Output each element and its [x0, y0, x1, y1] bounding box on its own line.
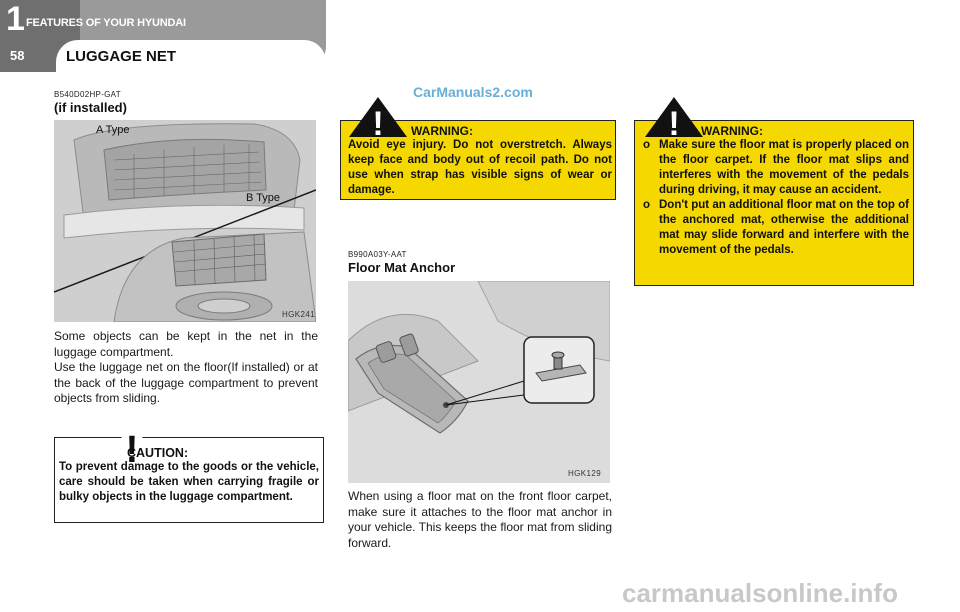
figure-label-b-type: B Type [246, 192, 281, 204]
floor-mat-figure [348, 281, 610, 483]
luggage-net-paragraph: Some objects can be kept in the net in the luggage compartment. [54, 329, 318, 359]
caution-title: CAUTION: [127, 446, 189, 460]
luggage-trunk-illustration [54, 120, 316, 322]
caution-box [54, 429, 324, 523]
luggage-net-heading: (if installed) [54, 100, 127, 115]
warning-title-middle: WARNING: [411, 124, 473, 138]
svg-text:!: ! [668, 105, 680, 139]
warning-item: o Don't put an additional floor mat on the top of the anchored mat, otherwise the additional mat may slide forward and interfere with the movement of the pedals. [643, 199, 909, 256]
warning-triangle-icon [643, 95, 705, 139]
floor-mat-heading: Floor Mat Anchor [348, 260, 456, 275]
section-title: LUGGAGE NET [66, 48, 177, 65]
warning-item: o Make sure the floor mat is properly placed on the floor carpet. If the floor mat slips and interferes with the movement of the pedals during driving, it may cause an accident. [643, 139, 909, 196]
luggage-net-paragraph: Use the luggage net on the floor(If installed) or at the back of the luggage compartment to prevent objects from sliding. [54, 360, 318, 405]
luggage-net-text [54, 329, 318, 407]
chapter-title: FEATURES OF YOUR HYUNDAI [26, 17, 186, 29]
page-number: 58 [10, 48, 25, 63]
floor-mat-figure-code: HGK129 [568, 469, 602, 478]
warning-triangle-icon [347, 95, 409, 139]
floor-mat-text: When using a floor mat on the front floor carpet, make sure it attaches to the floor mat anchor in your vehicle. This keeps the floor mat from sliding forward. [348, 489, 612, 550]
figure-label-a-type: A Type [96, 124, 130, 136]
warning-box-right [634, 105, 914, 286]
chapter-number: 1 [6, 0, 25, 38]
warning-text-middle: Avoid eye injury. Do not overstretch. Always keep face and body out of recoil path. Do not use when strap has visible signs of wear or damage. [348, 139, 612, 196]
watermark-top: CarManuals2.com [413, 84, 533, 100]
svg-text:!: ! [125, 429, 139, 466]
luggage-net-code: B540D02HP-GAT [54, 90, 121, 99]
warning-box-middle [340, 105, 616, 200]
floor-mat-code: B990A03Y-AAT [348, 250, 407, 259]
caution-text: To prevent damage to the goods or the vehicle, care should be taken when carrying fragile or bulky objects in the luggage compartment. [59, 461, 319, 503]
warning-list-right [643, 138, 909, 258]
svg-text:!: ! [372, 105, 384, 139]
bullet-marker: o [643, 139, 651, 151]
figure-code: HGK241 [282, 310, 316, 319]
warning-title-right: WARNING: [701, 124, 763, 138]
bullet-marker: o [643, 199, 651, 211]
luggage-net-figure [54, 120, 316, 322]
floor-mat-illustration [348, 281, 610, 483]
watermark-footer: carmanualsonline.info [622, 578, 898, 608]
